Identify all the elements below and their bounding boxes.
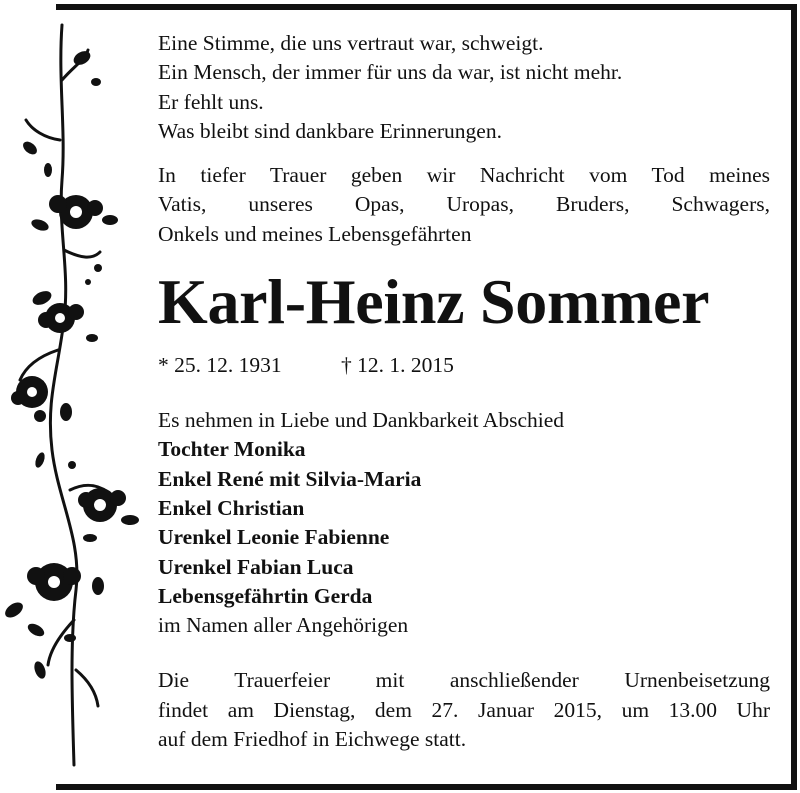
frame-right-border bbox=[791, 4, 797, 790]
farewell-intro: Es nehmen in Liebe und Dankbarkeit Abschied bbox=[158, 408, 565, 433]
mourner-name: Enkel Christian bbox=[158, 495, 305, 520]
announcement-line: Vatis, unseres Opas, Uropas, Bruders, Schwagers, bbox=[158, 192, 770, 217]
obituary-text bbox=[158, 29, 770, 754]
mourners-block bbox=[158, 406, 770, 640]
deceased-name: Karl-Heinz Sommer bbox=[158, 266, 710, 338]
poem-line: Was bleibt sind dankbare Erinnerungen. bbox=[158, 118, 502, 143]
frame-top-border bbox=[56, 4, 797, 10]
mourner-name: Lebensgefährtin Gerda bbox=[158, 583, 373, 608]
announcement-line: Onkels und meines Lebensgefährten bbox=[158, 221, 472, 246]
service-line: Die Trauerfeier mit anschließender Urnenbeisetzung bbox=[158, 668, 770, 693]
rose-vine-icon bbox=[0, 20, 150, 780]
mourner-name: Urenkel Leonie Fabienne bbox=[158, 525, 390, 550]
service-line: findet am Dienstag, dem 27. Januar 2015, um 13.00 Uhr bbox=[158, 697, 770, 722]
poem-line: Er fehlt uns. bbox=[158, 89, 264, 114]
mourner-name: Enkel René mit Silvia-Maria bbox=[158, 466, 422, 491]
death-date: † 12. 1. 2015 bbox=[341, 353, 454, 378]
service-info bbox=[158, 666, 770, 754]
life-dates bbox=[158, 351, 770, 380]
frame-bottom-border bbox=[56, 784, 797, 790]
mourner-name: Tochter Monika bbox=[158, 437, 306, 462]
announcement bbox=[158, 161, 770, 249]
poem bbox=[158, 29, 770, 146]
birth-date: * 25. 12. 1931 bbox=[158, 353, 282, 378]
announcement-line: In tiefer Trauer geben wir Nachricht vom Tod meines bbox=[158, 163, 770, 188]
mourner-name: Urenkel Fabian Luca bbox=[158, 554, 354, 579]
service-line: auf dem Friedhof in Eichwege statt. bbox=[158, 727, 467, 752]
farewell-outro: im Namen aller Angehörigen bbox=[158, 613, 409, 638]
poem-line: Eine Stimme, die uns vertraut war, schweigt. bbox=[158, 31, 544, 55]
poem-line: Ein Mensch, der immer für uns da war, ist nicht mehr. bbox=[158, 60, 623, 85]
